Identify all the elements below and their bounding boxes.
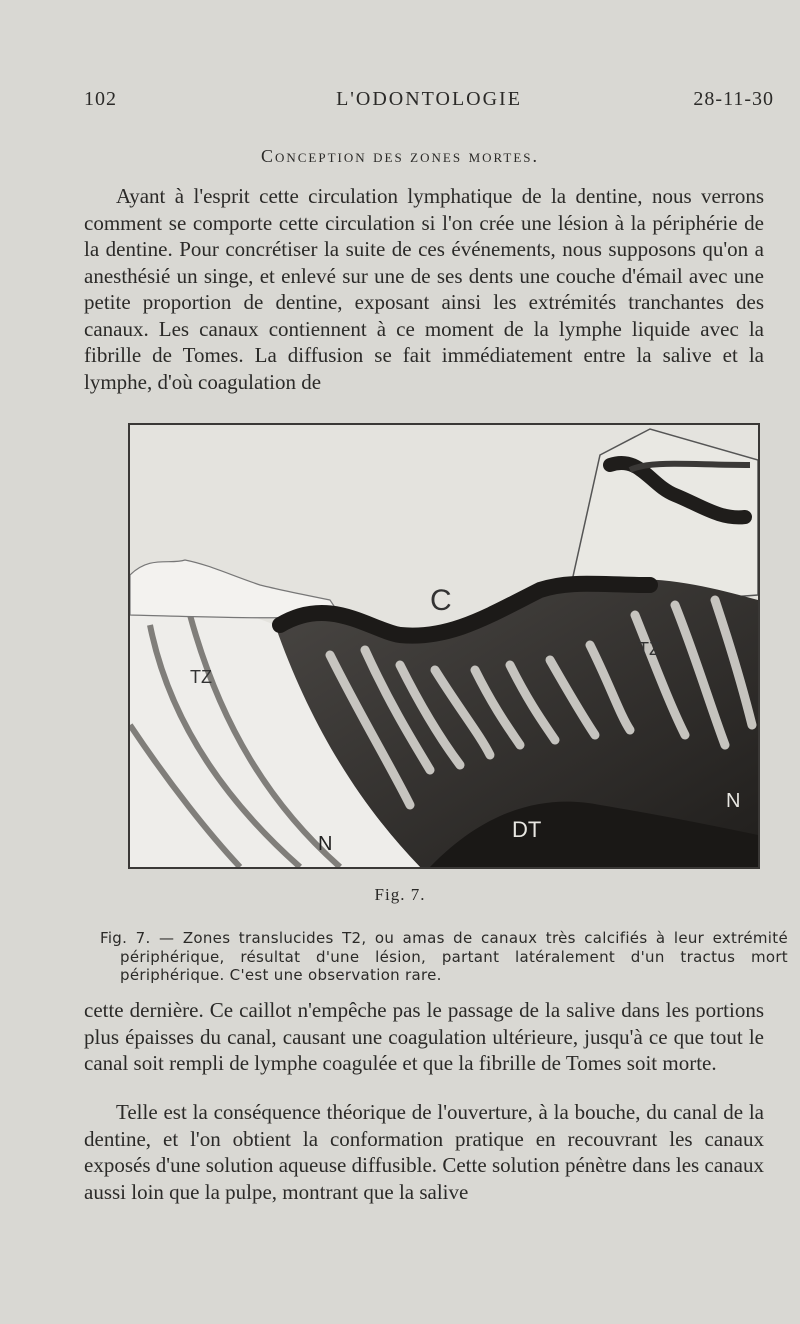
label-dt: DT	[512, 817, 542, 842]
page-number: 102	[84, 88, 117, 110]
micrograph-drawing	[130, 425, 758, 867]
label-tz-left: TZ	[190, 667, 212, 687]
section-title: Conception des zones mortes.	[260, 146, 540, 166]
journal-title: L'ODONTOLOGIE	[336, 88, 522, 110]
figure-label: Fig. 7.	[374, 885, 426, 904]
paragraph-2: cette dernière. Ce caillot n'empêche pas le passage de la salive dans les portions plus épaisses du canal, causant une coagulation ultérieure, jusqu'à ce que tout le canal soit rempli de lymphe coagulée et que la fibrille de Tomes soit morte.	[84, 998, 764, 1075]
label-n-left: N	[318, 833, 333, 855]
label-tz-right: TZ	[638, 639, 660, 659]
paragraph-1: Ayant à l'esprit cette circulation lymphatique de la dentine, nous verrons comment se comporte cette circulation si l'on crée une lésion à la périphérie de la dentine. Pour concrétiser la suite de ces événements, nous supposons qu'on a anesthésié un singe, et enlevé sur une de ses dents une couche d'émail avec une petite proportion de dentine, exposant ainsi les extrémités tranchantes des canaux. Les canaux contiennent à ce moment de la lymphe liquide avec la fibrille de Tomes. La diffusion se fait immédiatement entre la salive et la lymphe, d'où coagulation de	[84, 184, 764, 394]
running-head	[84, 88, 774, 116]
paragraph-3: Telle est la conséquence théorique de l'ouverture, à la bouche, du canal de la dentine, et l'on obtient la conformation pratique en recouvrant les canaux exposés d'une solution aqueuse diffusible. Cette solution pénètre dans les canaux aussi loin que la pulpe, montrant que la salive	[84, 1100, 764, 1204]
figure-caption: Fig. 7. — Zones translucides T2, ou amas de canaux très calcifiés à leur extrémité périphérique, résultat d'une lésion, partant latéralement d'un tractus mort périphérique. C'est une observation rare.	[100, 929, 788, 984]
issue-date: 28-11-30	[693, 88, 774, 110]
label-n-right: N	[726, 790, 741, 812]
figure-7-micrograph	[128, 423, 760, 869]
label-c: C	[430, 584, 452, 617]
